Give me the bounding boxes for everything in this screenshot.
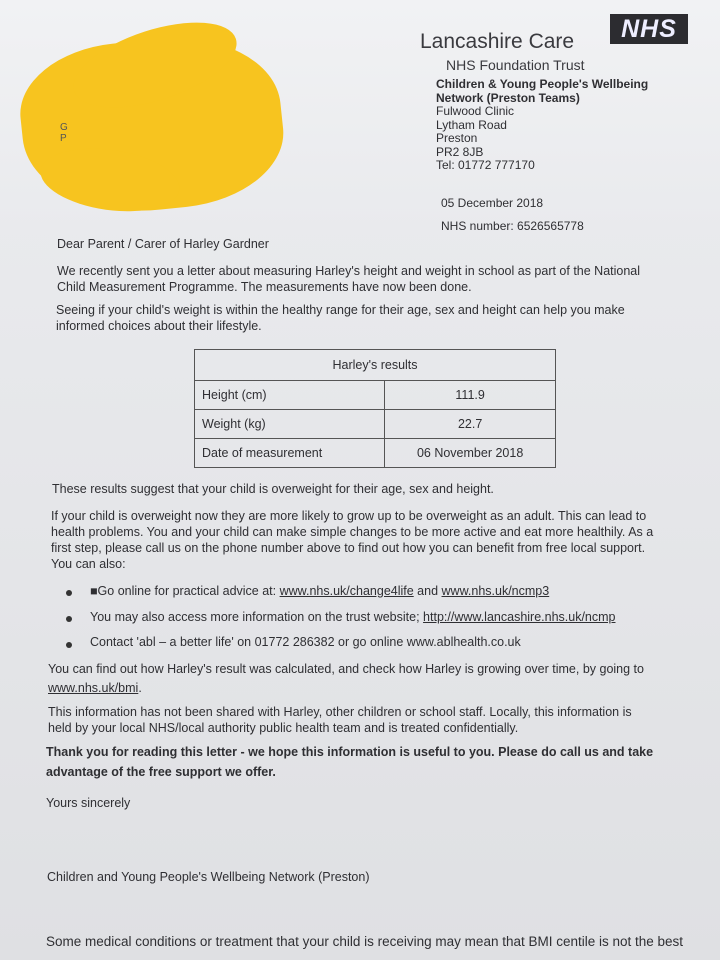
- paragraph-line: You can also:: [51, 557, 126, 571]
- list-item: [90, 609, 616, 625]
- paragraph-line: This information has not been shared with Harley, other children or school staff. Locally, this information is: [48, 705, 632, 719]
- bullet-icon: [66, 616, 72, 622]
- paragraph-line-bold: Thank you for reading this letter - we hope this information is useful to you. Please do call us and take: [46, 745, 654, 759]
- paragraph-line-bold: advantage of the free support we offer.: [46, 765, 276, 779]
- salutation: Dear Parent / Carer of Harley Gardner: [57, 237, 269, 251]
- paragraph-line: If your child is overweight now they are more likely to grow up to be overweight as an adult. This can lead to: [51, 509, 647, 523]
- table-row: [195, 381, 556, 410]
- trust-brand-name: Lancashire Care: [420, 30, 575, 53]
- letter-date: 05 December 2018: [441, 196, 544, 210]
- paragraph-line: Child Measurement Programme. The measurements have now been done.: [57, 280, 472, 294]
- address-line: Tel: 01772 777170: [436, 158, 535, 172]
- list-item-text: and: [413, 584, 442, 598]
- results-table: [194, 349, 556, 468]
- result-value: 22.7: [385, 410, 556, 439]
- address-line: Lytham Road: [436, 117, 507, 132]
- list-item: Contact 'abl – a better life' on 01772 286382 or go online www.ablhealth.co.uk: [90, 635, 521, 649]
- address-line: Network (Preston Teams): [436, 90, 580, 105]
- bmi-link[interactable]: www.nhs.uk/bmi: [48, 681, 139, 695]
- result-label: Weight (kg): [195, 410, 385, 439]
- sender-address: [436, 78, 648, 173]
- address-line: PR2 8JB: [436, 144, 484, 159]
- table-row: [195, 439, 556, 468]
- list-item: [90, 583, 549, 599]
- trust-name: NHS Foundation Trust: [446, 57, 585, 73]
- address-line: Children & Young People's Wellbeing: [436, 77, 649, 91]
- paragraph-line: first step, please call us on the phone number above to find out how you can benefit from free local support.: [51, 541, 646, 555]
- paragraph-line: [48, 680, 142, 696]
- address-line: Preston: [436, 131, 478, 145]
- redacted-fragment: G: [60, 122, 68, 133]
- nhs-logo: NHS: [610, 14, 688, 44]
- bullet-icon: [66, 642, 72, 648]
- ncmp3-link[interactable]: www.nhs.uk/ncmp3: [441, 584, 550, 598]
- result-label: Height (cm): [195, 381, 385, 410]
- bullet-icon: [66, 590, 72, 596]
- redacted-fragment: P: [60, 133, 67, 144]
- paragraph-line: informed choices about their lifestyle.: [56, 319, 262, 333]
- result-summary: These results suggest that your child is overweight for their age, sex and height.: [52, 482, 494, 496]
- results-table-title: Harley's results: [195, 350, 556, 381]
- nhs-number: NHS number: 6526565778: [441, 219, 584, 233]
- closing: Yours sincerely: [46, 796, 131, 810]
- table-row: [195, 410, 556, 439]
- result-value: 06 November 2018: [385, 439, 556, 468]
- paragraph-text: .: [138, 681, 142, 695]
- paragraph-line: You can find out how Harley's result was calculated, and check how Harley is growing over time, by going to: [48, 662, 644, 676]
- change4life-link[interactable]: www.nhs.uk/change4life: [279, 584, 414, 598]
- result-value: 111.9: [385, 381, 556, 410]
- address-line: Fulwood Clinic: [436, 104, 515, 118]
- paragraph-line: health problems. You and your child can make simple changes to be more active and eat more healthily. As a: [51, 525, 654, 539]
- list-item-text: ■Go online for practical advice at:: [90, 584, 280, 598]
- result-label: Date of measurement: [195, 439, 385, 468]
- signatory: Children and Young People's Wellbeing Network (Preston): [47, 870, 370, 884]
- footer-partial-line: Some medical conditions or treatment that your child is receiving may mean that BMI centile is not the best: [46, 934, 684, 949]
- list-item-text: You may also access more information on the trust website;: [90, 610, 424, 624]
- paragraph-line: We recently sent you a letter about measuring Harley's height and weight in school as part of the National: [57, 264, 641, 278]
- trust-website-link[interactable]: http://www.lancashire.nhs.uk/ncmp: [423, 610, 616, 624]
- paragraph-line: held by your local NHS/local authority public health team and is treated confidentially.: [48, 721, 519, 735]
- paragraph-line: Seeing if your child's weight is within the healthy range for their age, sex and height can help you make: [56, 303, 625, 317]
